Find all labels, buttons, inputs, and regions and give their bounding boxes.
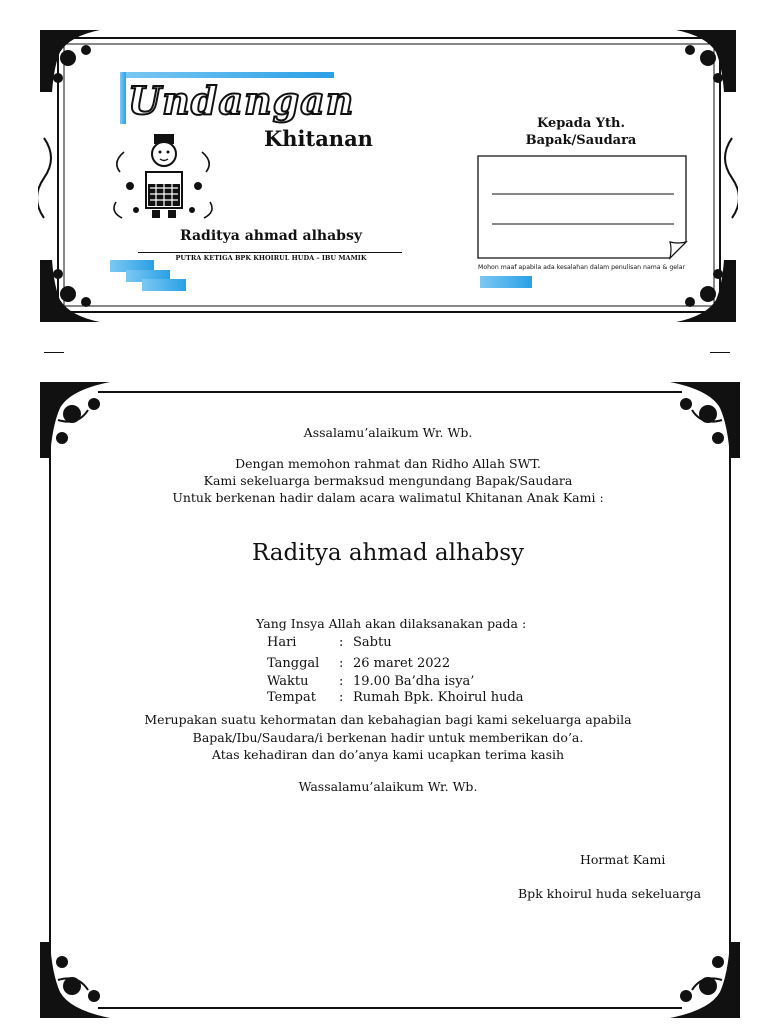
- schedule-row-waktu: [267, 674, 567, 690]
- address-box[interactable]: [476, 154, 692, 260]
- intro-line-3: Untuk berkenan hadir dalam acara walimatul Khitanan Anak Kami :: [172, 490, 604, 505]
- schedule-value: Rumah Bpk. Khoirul huda: [353, 690, 524, 705]
- schedule-label: Waktu: [267, 674, 309, 689]
- signature: Bpk khoirul huda sekeluarga: [518, 886, 702, 901]
- schedule-value: Sabtu: [353, 635, 392, 650]
- closing-line-1: Merupakan suatu kehormatan dan kebahagian bagi kami sekeluarga apabila: [144, 712, 632, 727]
- schedule-row-tanggal: [267, 656, 567, 672]
- schedule-row-hari: [267, 635, 567, 651]
- cut-mark-right: [710, 352, 730, 353]
- cut-mark-left: [44, 352, 64, 353]
- regards: Hormat Kami: [580, 852, 666, 867]
- schedule-label: Tempat: [267, 690, 316, 705]
- invitation-card: [38, 380, 742, 1020]
- schedule-colon: :: [339, 635, 344, 650]
- intro-line-2: Kami sekeluarga bermaksud mengundang Bapak/Saudara: [203, 473, 573, 488]
- child-name-main: Raditya ahmad alhabsy: [251, 540, 525, 566]
- schedule-value: 19.00 Ba’dha isya’: [353, 674, 475, 689]
- farewell: Wassalamu’alaikum Wr. Wb.: [298, 779, 478, 794]
- envelope-card: [38, 28, 738, 324]
- apology-note: Mohon maaf apabila ada kesalahan dalam penulisan nama & gelar: [478, 264, 686, 271]
- child-name-top: Raditya ahmad alhabsy: [180, 228, 362, 244]
- greeting: Assalamu’alaikum Wr. Wb.: [303, 425, 473, 440]
- schedule-row-tempat: [267, 690, 567, 706]
- closing-line-3: Atas kehadiran dan do’anya kami ucapkan terima kasih: [211, 747, 565, 762]
- title-sub: Khitanan: [264, 126, 373, 151]
- parents-line: PUTRA KETIGA BPK KHOIRUL HUDA – IBU MAMIK: [175, 254, 367, 262]
- name-underline: [138, 252, 402, 253]
- intro-line-1: Dengan memohon rahmat dan Ridho Allah SWT.: [235, 456, 541, 471]
- schedule-value: 26 maret 2022: [353, 656, 451, 671]
- recipient-line1: Kepada Yth.: [536, 116, 626, 131]
- recipient-line2: Bapak/Saudara: [525, 133, 637, 148]
- child-illustration: [110, 132, 216, 222]
- ribbon-3: [142, 279, 186, 291]
- title-script: Undangan: [128, 78, 355, 123]
- closing-line-2: Bapak/Ibu/Saudara/i berkenan hadir untuk memberikan do’a.: [192, 730, 584, 745]
- ribbon-4: [480, 276, 532, 288]
- schedule-intro: Yang Insya Allah akan dilaksanakan pada :: [256, 616, 527, 631]
- schedule-colon: :: [339, 690, 344, 705]
- schedule-colon: :: [339, 674, 344, 689]
- schedule-colon: :: [339, 656, 344, 671]
- schedule-label: Hari: [267, 635, 297, 650]
- schedule-label: Tanggal: [267, 656, 320, 671]
- title-accent-bar-vertical: [120, 72, 126, 124]
